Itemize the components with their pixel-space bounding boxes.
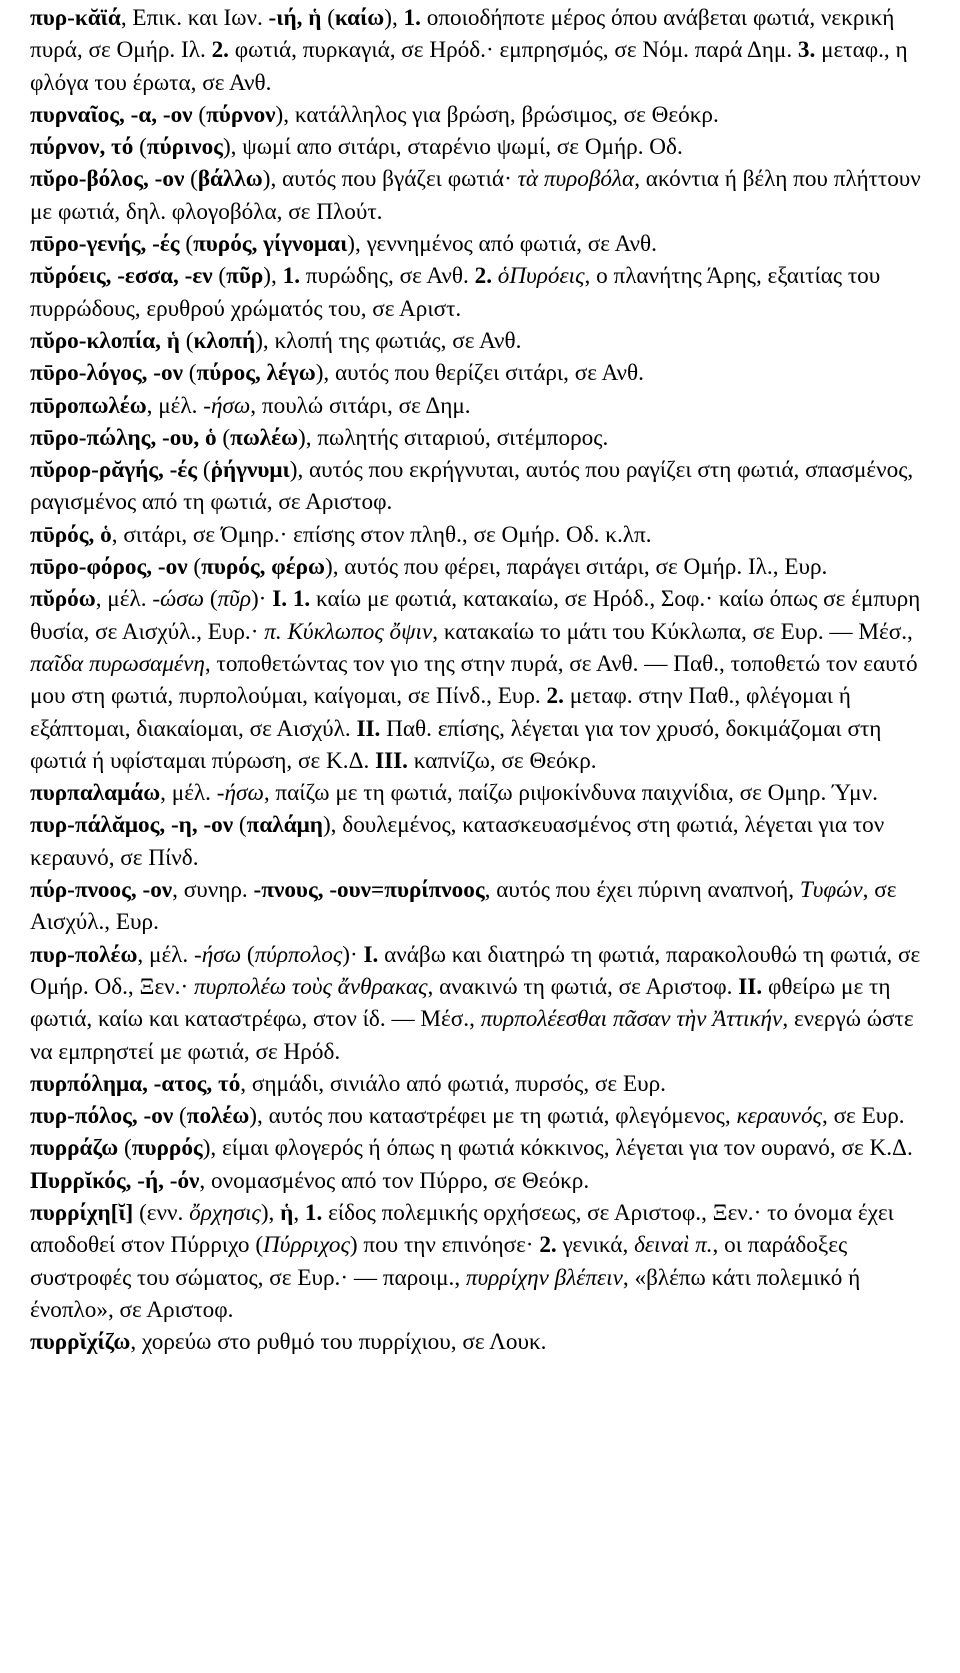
entry-text: , ακόντια ή βέλη που πλήττουν με φωτιά, δηλ. φλογοβόλα, σε Πλούτ.	[30, 166, 927, 225]
dictionary-entry	[30, 325, 936, 357]
entry-text: (	[204, 586, 218, 613]
entry-text: ), ψωμί απο σιτάρι, σταρένιο ψωμί, σε Ομήρ. Οδ.	[222, 134, 683, 161]
dictionary-entry	[30, 131, 936, 163]
entry-text: (	[133, 134, 147, 161]
dictionary-entry	[30, 1326, 936, 1358]
bold-term: πυρρῐχίζω	[30, 1329, 131, 1356]
entry-text: ), αυτός που καταστρέφει με τη φωτιά, φλεγόμενος,	[249, 1103, 737, 1130]
entry-text: , ο πλανήτης Άρης, εξαιτίας του πυρρώδους, ερυθρού χρώματός του, σε Αριστ.	[30, 263, 887, 322]
bold-term: πῠρόεις, -εσσα, -εν	[30, 263, 213, 290]
entry-text: , ονομασμένος από τον Πύρρο, σε Θεόκρ.	[199, 1167, 590, 1194]
entry-text: (	[173, 1103, 187, 1130]
bold-term: πύρνον	[206, 101, 276, 128]
entry-text: (	[233, 812, 247, 839]
entry-text: ),	[260, 1199, 281, 1226]
entry-text: , μέλ.	[146, 392, 204, 419]
bold-term: πυρπόλημα, -ατος, τό	[30, 1070, 241, 1097]
bold-term: πυρράζω	[30, 1135, 119, 1162]
entry-text: (	[216, 424, 231, 451]
dictionary-entry	[30, 1068, 936, 1100]
bold-term: ῥήγνυμι	[210, 457, 290, 484]
bold-term: πῠρο-κλοπία, ἡ	[30, 327, 180, 354]
entry-text: (	[179, 327, 194, 354]
entry-text: (	[212, 263, 227, 290]
bold-term: II.	[738, 973, 763, 1000]
entry-text: ),	[384, 5, 404, 31]
bold-term: πυρναῖος, -α, -ον	[30, 101, 193, 128]
dictionary-entry	[30, 260, 936, 325]
entry-text: , παίζω με τη φωτιά, παίζω ριψοκίνδυνα παιχνίδια, σε Ομηρ. Ύμν.	[263, 780, 878, 807]
italic-phrase: πῦρ	[217, 586, 251, 613]
bold-term: πυρρίχη[ῐ]	[30, 1199, 134, 1226]
italic-phrase: πύρπολος	[254, 941, 343, 968]
entry-text: , μέλ.	[137, 941, 195, 968]
italic-phrase: -ήσω	[216, 780, 264, 807]
dictionary-entry	[30, 809, 936, 874]
entry-text: (	[179, 231, 194, 258]
entry-text: ), πωλητής σιταριού, σιτέμπορος.	[298, 424, 609, 451]
entry-text: , χορεύω στο ρυθμό του πυρρίχιου, σε Λουκ.	[130, 1329, 547, 1356]
entry-text: ), αυτός που εκρήγνυται, αυτός που ραγίζει στη φωτιά, σπασμένος, ραγισμένος από τη φωτιά, σε Αριστοφ.	[30, 457, 919, 516]
entry-text: , σε Αισχύλ., Ευρ.	[30, 877, 902, 936]
entry-text: μεταφ. στην Παθ., φλέγομαι ή εξάπτομαι, διακαίομαι, σε Αισχύλ.	[30, 683, 857, 742]
bold-term: 2.	[211, 37, 229, 64]
italic-phrase: Πύρριχος	[263, 1232, 350, 1259]
entry-text: ), αυτός που βγάζει φωτιά·	[262, 166, 518, 193]
dictionary-entry	[30, 519, 936, 551]
entry-text: ) που την επινόησε·	[349, 1232, 540, 1259]
bold-term: πύρινος	[146, 134, 223, 161]
entry-text: φθείρω με τη φωτιά, καίω και καταστρέφω, στον ίδ. — Μέσ.,	[30, 973, 897, 1033]
dictionary-entry	[30, 163, 936, 228]
bold-term: πῡρο-πώλης, -ου, ὁ	[30, 424, 217, 451]
bold-term: 1.	[403, 5, 421, 31]
bold-term: παλάμη	[246, 812, 323, 839]
entry-text: ), αυτός που θερίζει σιτάρι, σε Ανθ.	[315, 360, 644, 387]
italic-phrase: -ήσω	[203, 392, 251, 419]
entry-text: , μέλ.	[95, 586, 153, 613]
dictionary-entry	[30, 777, 936, 809]
bold-term: Πυρρῐκός, -ή, -όν	[30, 1167, 200, 1194]
entry-text: ),	[263, 263, 283, 290]
entry-text: , οι παράδοξες συστροφές του σώματος, σε Ευρ.· — παροιμ.,	[30, 1232, 853, 1291]
bold-term: πυρρός	[131, 1135, 203, 1162]
bold-term: πολέω	[186, 1103, 250, 1130]
bold-term: 1.	[282, 263, 300, 290]
entry-text: , ενεργώ ώστε να εμπρηστεί με φωτιά, σε Ηρόδ.	[30, 1006, 920, 1065]
entry-text: πυρώδης, σε Ανθ.	[300, 263, 475, 290]
bold-term: πυρ-πολέω	[30, 941, 138, 968]
entry-text: )·	[342, 941, 364, 968]
entry-text: φωτιά, πυρκαγιά, σε Ηρόδ.· εμπρησμός, σε Νόμ. παρά Δημ.	[228, 37, 798, 64]
dictionary-entry	[30, 390, 936, 422]
dictionary-entry	[30, 228, 936, 260]
bold-term: 2.	[546, 683, 564, 710]
dictionary-entry	[30, 1165, 936, 1197]
entry-text: , αυτός που έχει πύρινη αναπνοή,	[484, 877, 800, 904]
italic-phrase: παῖδα πυρωσαμένη	[30, 650, 205, 677]
entry-text: , Επικ. και Ιων.	[120, 5, 269, 31]
entry-text: (	[197, 457, 211, 484]
entry-text: , «βλέπω κάτι πολεμικό ή ένοπλο», σε Αριστοφ.	[30, 1264, 867, 1323]
entry-text: (	[182, 360, 197, 387]
italic-phrase: δειναὶ π.	[634, 1232, 713, 1259]
bold-term: πῠρόω	[30, 586, 96, 613]
italic-phrase: ὁΠυρόεις	[497, 263, 585, 290]
dictionary-entry	[30, 2, 936, 99]
entry-text: , τοποθετώντας τον γιο της στην πυρά, σε Ανθ. — Παθ., τοποθετώ τον εαυτό μου στη φωτιά, πυρπολούμαι, καίγομαι, σε Πίνδ., Ευρ.	[30, 650, 924, 710]
entry-text: ανάβω και διατηρώ τη φωτιά, παρακολουθώ τη φωτιά, σε Ομήρ. Οδ., Ξεν.·	[30, 941, 927, 1000]
bold-term: 1.	[304, 1199, 323, 1226]
entry-text: (	[321, 5, 335, 31]
italic-phrase: πυρρίχην βλέπειν	[465, 1264, 623, 1291]
entry-text: , πουλώ σιτάρι, σε Δημ.	[250, 392, 471, 419]
entry-text: ), αυτός που φέρει, παράγει σιτάρι, σε Ομήρ. Ιλ., Ευρ.	[324, 554, 828, 581]
bold-term: πῡρο-γενής, -ές	[30, 231, 180, 258]
bold-term: πῡρο-λόγος, -ον	[30, 360, 183, 387]
italic-phrase: ὄρχησις	[189, 1199, 261, 1226]
entry-text: ,	[293, 1199, 305, 1226]
bold-term: πῡροπωλέω	[30, 392, 147, 419]
entry-text: ), γεννημένος από φωτιά, σε Ανθ.	[347, 231, 657, 258]
bold-term: κλοπή	[193, 327, 256, 354]
bold-term: I. 1.	[272, 586, 311, 613]
bold-term: πυρ-πόλος, -ον	[30, 1103, 174, 1130]
entry-text: (	[118, 1135, 132, 1162]
bold-term: βάλλω	[197, 166, 263, 193]
italic-phrase: Τυφών	[799, 877, 863, 904]
entry-text: είδος πολεμικής ορχήσεως, σε Αριστοφ., Ξεν.· το όνομα έχει αποδοθεί στον Πύρριχο (	[30, 1199, 900, 1259]
dictionary-entry	[30, 1132, 936, 1164]
entry-text: (ενν.	[133, 1199, 190, 1226]
dictionary-entry	[30, 454, 936, 519]
bold-term: πῡρός, ὁ	[30, 521, 112, 548]
entry-text: (	[192, 101, 207, 128]
dictionary-entry	[30, 422, 936, 454]
bold-term: -πνους, -ουν=πυρίπνοος	[253, 877, 485, 904]
entry-text: )·	[250, 586, 273, 613]
dictionary-entry	[30, 99, 936, 131]
dictionary-entry	[30, 874, 936, 939]
entry-text: μεταφ., η φλόγα του έρωτα, σε Ανθ.	[30, 37, 914, 96]
entry-text: , μέλ.	[160, 780, 217, 807]
entry-text: καίω με φωτιά, κατακαίω, σε Ηρόδ., Σοφ.· καίω όπως σε έμπυρη θυσία, σε Αισχύλ., Ευρ.·	[30, 586, 927, 645]
bold-term: καίω	[334, 5, 385, 31]
dictionary-entry	[30, 583, 936, 777]
dictionary-entry	[30, 939, 936, 1068]
entry-text: (	[184, 166, 198, 193]
italic-phrase: τὰ πυροβόλα	[517, 166, 635, 193]
bold-term: πῠρο-βόλος, -ον	[30, 166, 185, 193]
entry-text: , σιτάρι, σε Όμηρ.· επίσης στον πληθ., σε Ομήρ. Οδ. κ.λπ.	[111, 521, 652, 548]
bold-term: πυρός, φέρω	[201, 554, 325, 581]
entry-text: , ανακινώ τη φωτιά, σε Αριστοφ.	[427, 973, 739, 1000]
bold-term: -ιή, ἡ	[268, 5, 322, 31]
bold-term: II.	[356, 715, 381, 742]
bold-term: 3.	[797, 37, 816, 64]
entry-text: ), κατάλληλος για βρώση, βρώσιμος, σε Θεόκρ.	[275, 101, 719, 128]
entry-text: ), είμαι φλογερός ή όπως η φωτιά κόκκινος, λέγεται για τον ουρανό, σε Κ.Δ.	[202, 1135, 913, 1162]
bold-term: πῠρορ-ρᾰγής, -ές	[30, 457, 198, 484]
entry-text: , κατακαίω το μάτι του Κύκλωπα, σε Ευρ. — Μέσ.,	[432, 618, 919, 645]
bold-term: πύρ-πνοος, -ον	[30, 877, 173, 904]
bold-term: πύρνον, τό	[30, 134, 134, 161]
entry-text: καπνίζω, σε Θεόκρ.	[407, 747, 597, 774]
bold-term: πυρός, γίγνομαι	[193, 231, 348, 258]
italic-phrase: πυρπολέω τοὺς ἄνθρακας	[193, 973, 428, 1000]
dictionary-entry	[30, 1100, 936, 1132]
italic-phrase: πυρπολέεσθαι πᾶσαν τὴν Ἀττικήν	[480, 1006, 783, 1033]
bold-term: πῦρ	[226, 263, 264, 290]
entry-text: οποιοδήποτε μέρος όπου ανάβεται φωτιά, νεκρική πυρά, σε Ομήρ. Ιλ.	[30, 5, 901, 64]
italic-phrase: -ήσω	[194, 941, 242, 968]
entry-text: , σε Ευρ.	[821, 1103, 905, 1130]
bold-term: πυρ-πάλᾰμος, -η, -ον	[30, 812, 234, 839]
entry-text: ), δουλεμένος, κατασκευασμένος στη φωτιά, λέγεται για τον κεραυνό, σε Πίνδ.	[30, 812, 891, 871]
entry-text: , συνηρ.	[172, 877, 254, 904]
bold-term: III.	[375, 747, 408, 774]
bold-term: πωλέω	[230, 424, 299, 451]
entry-text: γενικά,	[556, 1232, 635, 1259]
bold-term: ἡ	[280, 1199, 294, 1226]
dictionary-entry	[30, 551, 936, 583]
entry-text: (	[241, 941, 255, 968]
entry-text: (	[187, 554, 202, 581]
bold-term: πυρπαλαμάω	[30, 780, 161, 807]
entry-text: ), κλοπή της φωτιάς, σε Ανθ.	[255, 327, 522, 354]
bold-term: 2.	[539, 1232, 557, 1259]
italic-phrase: -ώσω	[152, 586, 205, 613]
dictionary-entry	[30, 357, 936, 389]
italic-phrase: π. Κύκλωπος ὄψιν	[264, 618, 433, 645]
bold-term: πυρ-κᾰϊά	[30, 5, 121, 31]
entry-text: , σημάδι, σινιάλο από φωτιά, πυρσός, σε Ευρ.	[240, 1070, 666, 1097]
bold-term: πύρος, λέγω	[196, 360, 316, 387]
bold-term: πῡρο-φόρος, -ον	[30, 554, 188, 581]
bold-term: I.	[363, 941, 379, 968]
bold-term: 2.	[474, 263, 492, 290]
italic-phrase: κεραυνός	[736, 1103, 822, 1130]
entry-text: Παθ. επίσης, λέγεται για τον χρυσό, δοκιμάζομαι στη φωτιά ή υφίσταμαι πύρωση, σε Κ.Δ.	[30, 715, 888, 774]
dictionary-entry	[30, 1197, 936, 1326]
